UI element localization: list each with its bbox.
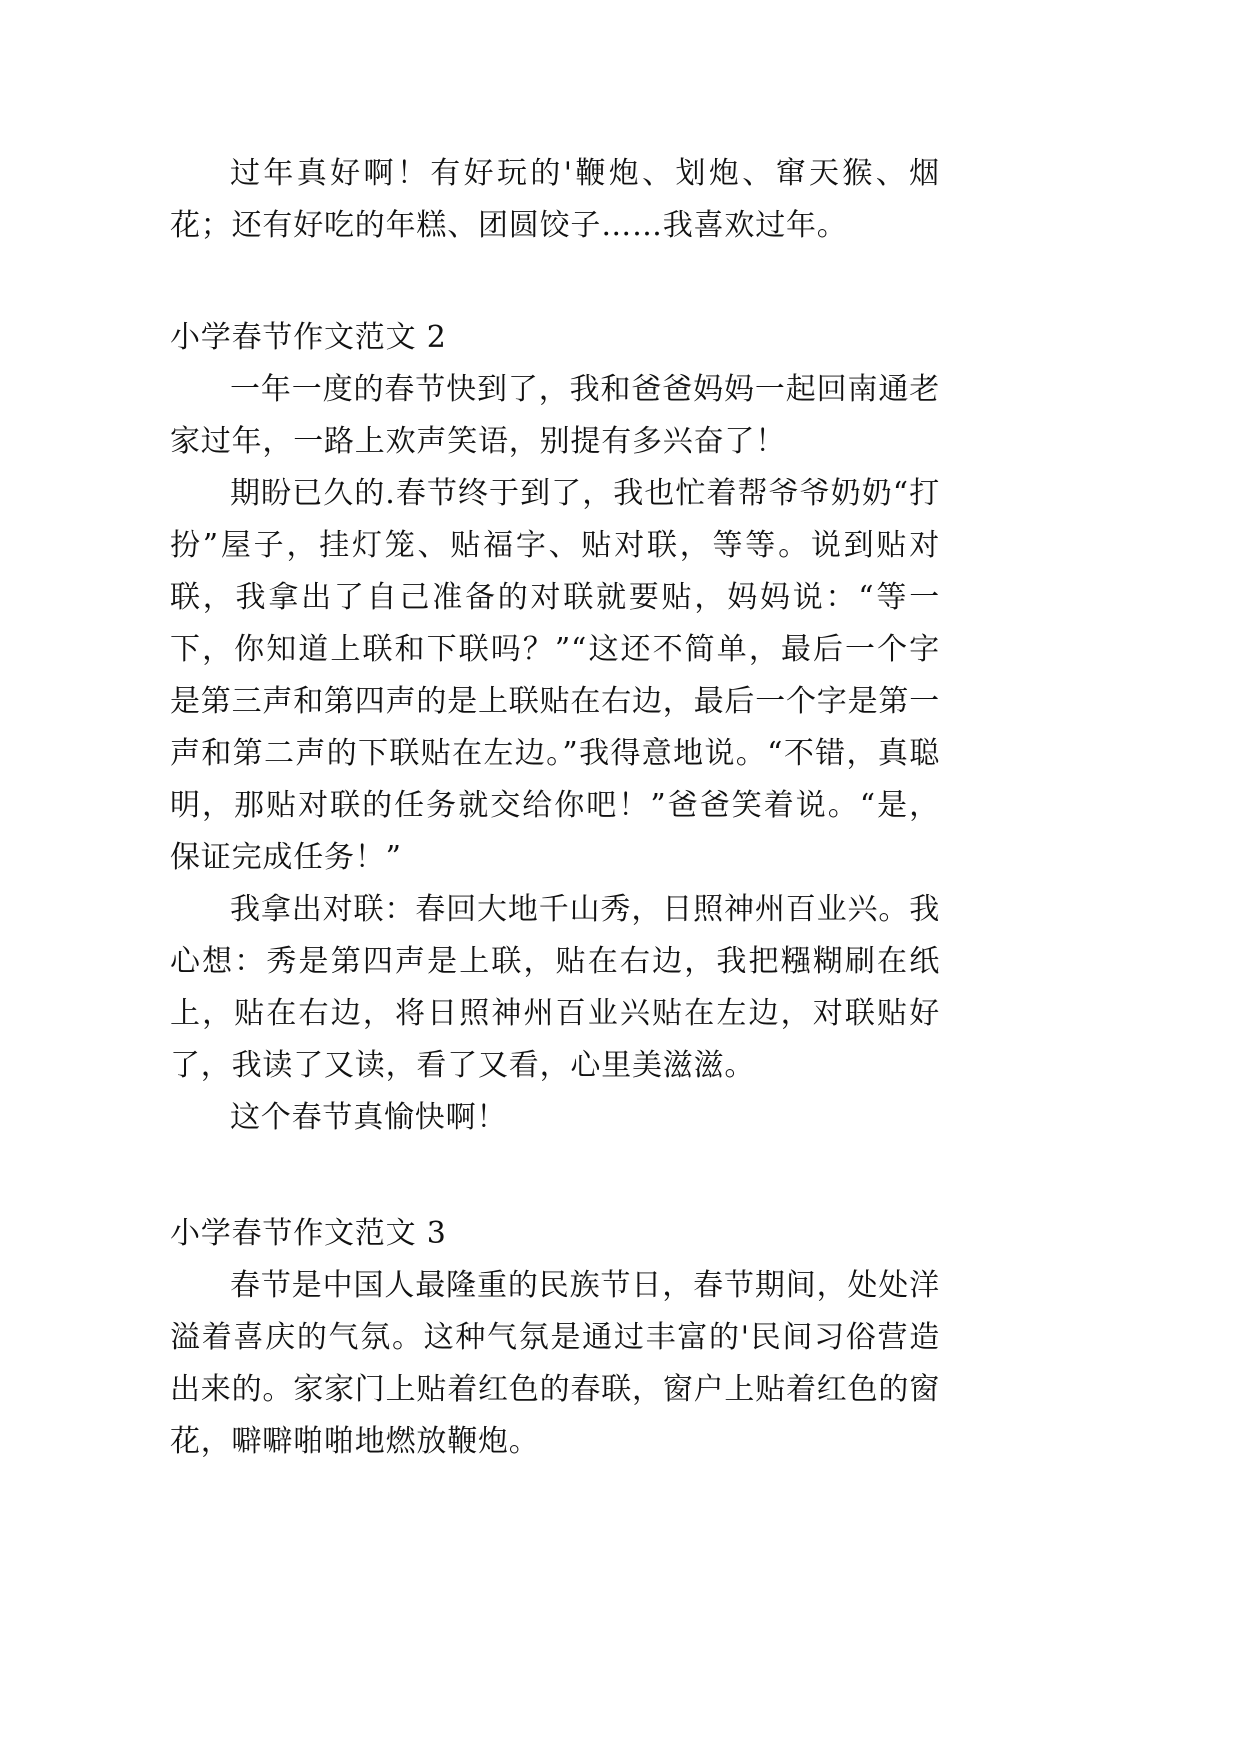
essay-section-2 [170,312,940,1144]
document-body [170,148,940,1468]
essay-section-3 [170,1208,940,1468]
intro-paragraph: 过年真好啊！有好玩的'鞭炮、划炮、窜天猴、烟花；还有好吃的年糕、团圆饺子……我喜欢过年。 [170,156,940,243]
paragraph: 这个春节真愉快啊！ [230,1100,508,1135]
paragraph: 我拿出对联：春回大地千山秀，日照神州百业兴。我心想：秀是第四声是上联，贴在右边，我把糨糊刷在纸上，贴在右边，将日照神州百业兴贴在左边，对联贴好了，我读了又读，看了又看，心里美滋滋。 [170,892,940,1083]
paragraph: 春节是中国人最隆重的民族节日，春节期间，处处洋溢着喜庆的气氛。这种气氛是通过丰富的'民间习俗营造出来的。家家门上贴着红色的春联，窗户上贴着红色的窗花，噼噼啪啪地燃放鞭炮。 [170,1268,940,1459]
paragraph: 一年一度的春节快到了，我和爸爸妈妈一起回南通老家过年，一路上欢声笑语，别提有多兴奋了！ [170,372,940,459]
section-heading: 小学春节作文范文 2 [170,320,447,355]
section-spacer [170,1144,940,1208]
section-heading: 小学春节作文范文 3 [170,1216,447,1251]
section-spacer [170,252,940,312]
paragraph: 期盼已久的.春节终于到了，我也忙着帮爷爷奶奶“打扮”屋子，挂灯笼、贴福字、贴对联，等等。说到贴对联，我拿出了自己准备的对联就要贴，妈妈说：“等一下，你知道上联和下联吗？”“这还不简单，最后一个字是第三声和第四声的是上联贴在右边，最后一个字是第一声和第二声的下联贴在左边。”我得意地说。“不错，真聪明，那贴对联的任务就交给你吧！”爸爸笑着说。“是，保证完成任务！” [170,476,940,875]
